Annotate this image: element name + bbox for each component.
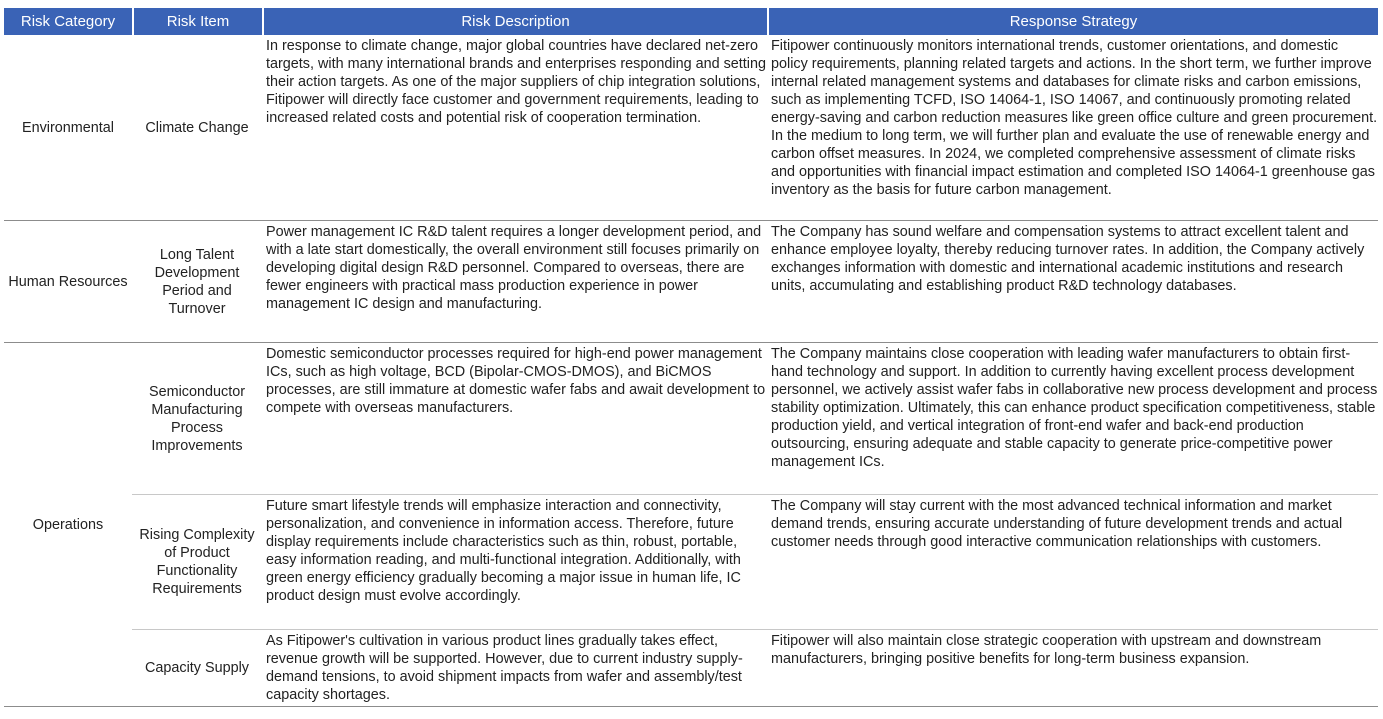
risk-category-cell: Environmental bbox=[4, 35, 132, 221]
table-row bbox=[4, 35, 1378, 221]
risk-description-cell: Future smart lifestyle trends will emphasize interaction and connectivity, personalization, and convenience in information access. Therefore, future display requirements include characteristics such as thin, robust, portable, easy information reading, and multi-functional integration. Additionally, with green energy efficiency gradually becoming a major issue in human life, IC product design must evolve accordingly. bbox=[262, 495, 767, 630]
risk-category-cell: Operations bbox=[4, 343, 132, 707]
risk-item-cell: Semiconductor Manufacturing Process Improvements bbox=[132, 343, 262, 495]
risk-description-cell: In response to climate change, major global countries have declared net-zero targets, with many international brands and enterprises responding and setting their action targets. As one of the major suppliers of chip integration solutions, Fitipower will directly face customer and government requirements, leading to increased related costs and potential risk of cooperation termination. bbox=[262, 35, 767, 221]
response-strategy-cell: The Company has sound welfare and compensation systems to attract excellent talent and enhance employee loyalty, thereby reducing turnover rates. In addition, the Company actively exchanges information with domestic and international academic institutions and research units, accumulating and establishing product R&D technology databases. bbox=[767, 221, 1378, 343]
header-row bbox=[4, 8, 1378, 35]
header-response-strategy: Response Strategy bbox=[767, 8, 1378, 35]
risk-description-cell: Power management IC R&D talent requires a longer development period, and with a late start domestically, the overall environment still focuses primarily on developing digital design R&D personnel. Compared to overseas, there are fewer engineers with practical mass production experience in power management IC design and manufacturing. bbox=[262, 221, 767, 343]
risk-item-cell: Climate Change bbox=[132, 35, 262, 221]
table-row bbox=[4, 495, 1378, 630]
header-risk-description: Risk Description bbox=[262, 8, 767, 35]
risk-item-cell: Rising Complexity of Product Functionality Requirements bbox=[132, 495, 262, 630]
response-strategy-cell: Fitipower continuously monitors international trends, customer orientations, and domestic policy requirements, planning related targets and actions. In the short term, we further improve internal related management systems and databases for climate risks and carbon emissions, such as implementing TCFD, ISO 14064-1, ISO 14067, and continuously promoting related energy-saving and carbon reduction measures like green office culture and green procurement. In the medium to long term, we will further plan and evaluate the use of renewable energy and carbon offset measures. In 2024, we completed comprehensive assessment of climate risks and opportunities with financial impact estimation and completed ISO 14064-1 greenhouse gas inventory as the basis for future carbon management. bbox=[767, 35, 1378, 221]
risk-table bbox=[4, 8, 1378, 707]
table-row bbox=[4, 221, 1378, 343]
risk-item-cell: Capacity Supply bbox=[132, 630, 262, 707]
header-risk-item: Risk Item bbox=[132, 8, 262, 35]
risk-item-cell: Long Talent Development Period and Turnover bbox=[132, 221, 262, 343]
response-strategy-cell: The Company maintains close cooperation with leading wafer manufacturers to obtain first-hand technology and support. In addition to currently having excellent process development personnel, we actively assist wafer fabs in collaborative new process development and process stability optimization. Ultimately, this can enhance product specification competitiveness, stable production yield, and vertical integration of front-end wafer and back-end production outsourcing, ensuring adequate and stable capacity to generate price-competitive power management ICs. bbox=[767, 343, 1378, 495]
header-risk-category: Risk Category bbox=[4, 8, 132, 35]
risk-description-cell: As Fitipower's cultivation in various product lines gradually takes effect, revenue growth will be supported. However, due to current industry supply-demand tensions, to avoid shipment impacts from wafer and assembly/test capacity shortages. bbox=[262, 630, 767, 707]
risk-category-cell: Human Resources bbox=[4, 221, 132, 343]
risk-table-container bbox=[4, 8, 1378, 707]
response-strategy-cell: Fitipower will also maintain close strategic cooperation with upstream and downstream manufacturers, bringing positive benefits for long-term business expansion. bbox=[767, 630, 1378, 707]
table-row bbox=[4, 630, 1378, 707]
table-row bbox=[4, 343, 1378, 495]
risk-description-cell: Domestic semiconductor processes required for high-end power management ICs, such as high voltage, BCD (Bipolar-CMOS-DMOS), and BiCMOS processes, are still immature at domestic wafer fabs and await development to compete with overseas manufacturers. bbox=[262, 343, 767, 495]
response-strategy-cell: The Company will stay current with the most advanced technical information and market demand trends, ensuring accurate understanding of future development trends and actual customer needs through good interactive communication relationships with customers. bbox=[767, 495, 1378, 630]
